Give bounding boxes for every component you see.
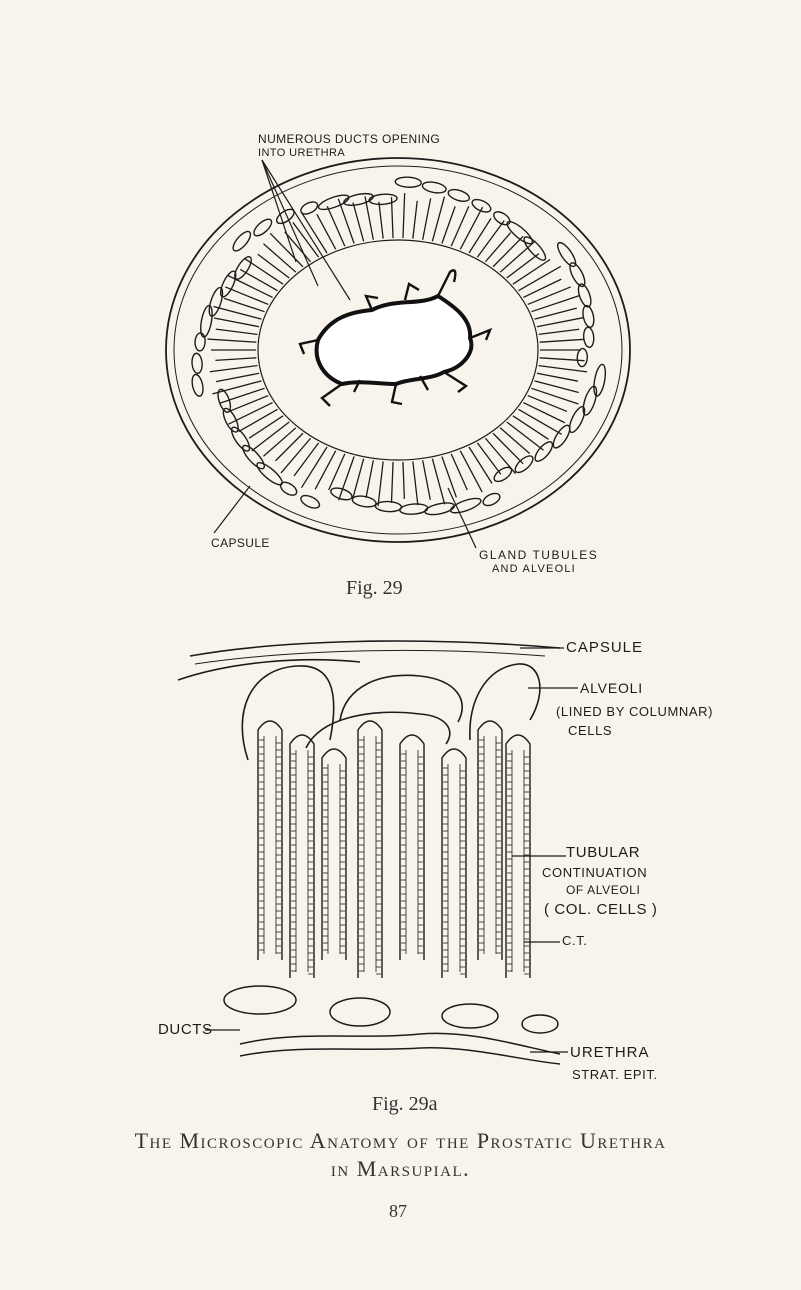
fig29a-leaders: [205, 648, 578, 1052]
page-number: 87: [389, 1201, 407, 1221]
plate-title-line-1: The Microscopic Anatomy of the Prostatic Urethra: [134, 1128, 667, 1153]
fig29a-label-ct: C.T.: [562, 933, 588, 948]
fig29a-label-urethra: URETHRA: [570, 1044, 650, 1061]
fig29a-label-alveoli: ALVEOLI: [580, 680, 643, 696]
fig29a-label-lined: (LINED BY COLUMNAR): [556, 704, 714, 719]
fig29a-label-strat: STRAT. EPIT.: [572, 1067, 658, 1082]
fig29a-tubules: [258, 721, 530, 978]
fig29-label-gland: GLAND TUBULES: [479, 548, 599, 562]
fig29a-label-capsule: CAPSULE: [566, 639, 644, 656]
fig29a-label-col-cells: ( COL. CELLS ): [544, 901, 658, 918]
fig29a-caption: Fig. 29a: [372, 1093, 438, 1115]
fig29a-label-continuation: CONTINUATION: [542, 865, 648, 880]
fig29a-label-tubular: TUBULAR: [566, 844, 641, 861]
fig29a-alveoli-loops: [242, 664, 540, 760]
fig29a-label-cells: CELLS: [568, 723, 613, 738]
fig29-label-gland-2: AND ALVEOLI: [492, 563, 576, 575]
fig29-label-ducts-2: INTO URETHRA: [258, 147, 346, 159]
plate-title-line-2: in Marsupial.: [330, 1156, 471, 1181]
fig29a-urethra-base: [224, 986, 560, 1064]
fig29a-label-of-alveoli: OF ALVEOLI: [566, 883, 641, 897]
fig29-label-capsule: CAPSULE: [211, 536, 270, 550]
fig29a-label-ducts: DUCTS: [158, 1021, 213, 1038]
fig29-caption: Fig. 29: [346, 577, 403, 599]
fig29-label-ducts: NUMEROUS DUCTS OPENING: [258, 132, 441, 146]
fig29a-capsule: [178, 641, 560, 680]
